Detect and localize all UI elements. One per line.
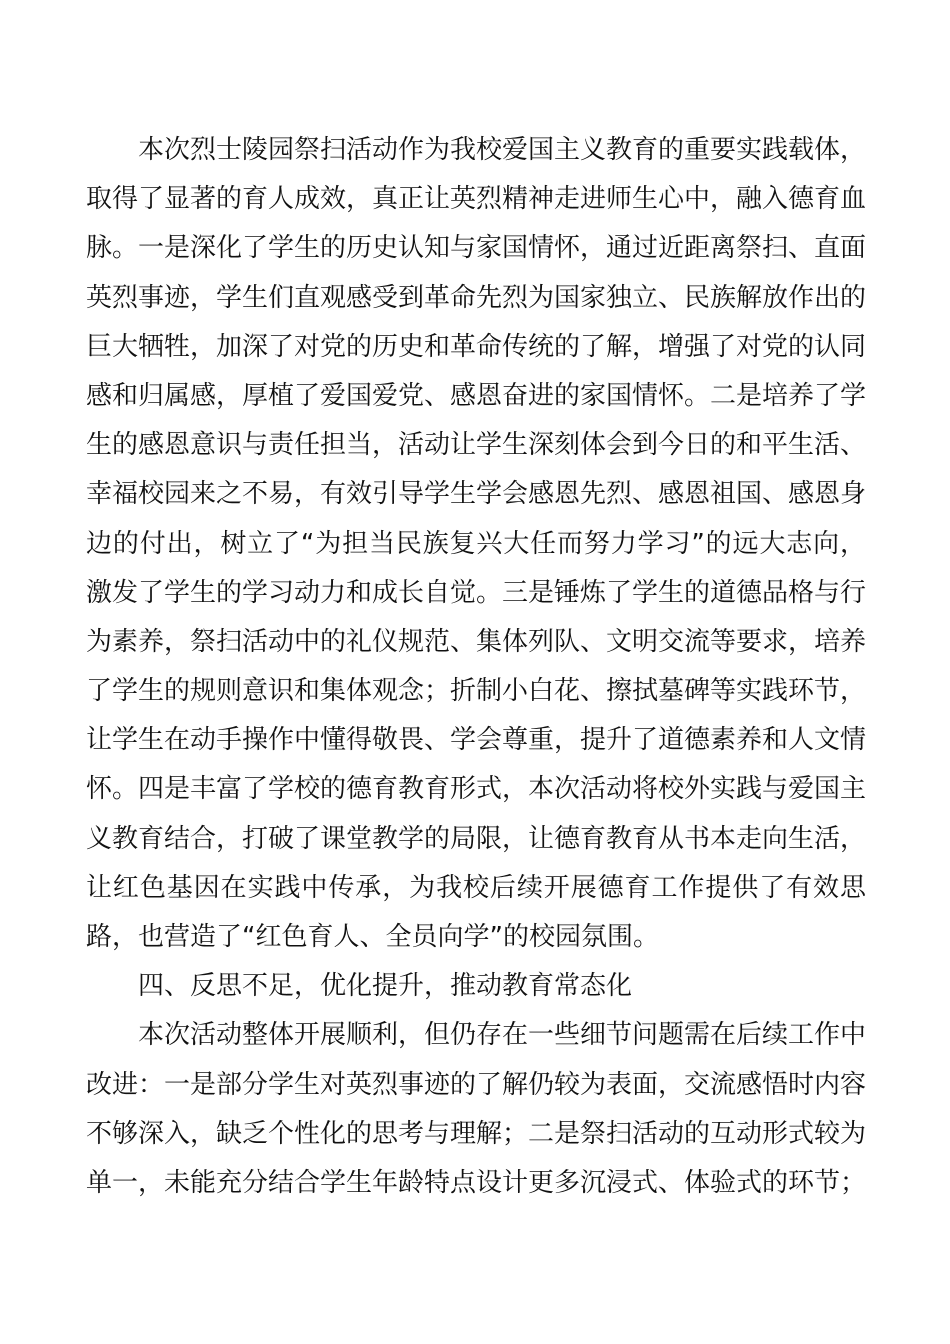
paragraph-line: 不够深入，缺乏个性化的思考与理解；二是祭扫活动的互动形式较为 (86, 1118, 867, 1149)
paragraph-line: 路，也营造了“红色育人、全员向学”的校园氛围。 (86, 922, 659, 952)
paragraph-line: 巨大牺牲，加深了对党的历史和革命传统的了解，增强了对党的认同 (86, 331, 867, 362)
paragraph-line: 了学生的规则意识和集体观念；折制小白花、擦拭墓碑等实践环节， (86, 676, 867, 707)
paragraph-line: 脉。一是深化了学生的历史认知与家国情怀，通过近距离祭扫、直面 (86, 233, 867, 264)
paragraph-line: 让红色基因在实践中传承，为我校后续开展德育工作提供了有效思 (86, 872, 866, 903)
paragraph-line: 感和归属感，厚植了爱国爱党、感恩奋进的家国情怀。二是培养了学 (86, 380, 867, 411)
paragraph-line: 改进：一是部分学生对英烈事迹的了解仍较为表面，交流感悟时内容 (86, 1069, 867, 1100)
paragraph-line: 本次活动整体开展顺利，但仍存在一些细节问题需在后续工作中 (138, 1020, 867, 1051)
section-heading: 四、反思不足，优化提升，推动教育常态化 (138, 971, 633, 1002)
paragraph-line: 义教育结合，打破了课堂教学的局限，让德育教育从书本走向生活， (86, 823, 867, 854)
paragraph-line: 单一，未能充分结合学生年龄特点设计更多沉浸式、体验式的环节； (86, 1167, 867, 1198)
paragraph-line: 生的感恩意识与责任担当，活动让学生深刻体会到今日的和平生活、 (86, 430, 867, 461)
paragraph-line: 激发了学生的学习动力和成长自觉。三是锤炼了学生的道德品格与行 (86, 577, 867, 608)
paragraph-line: 幸福校园来之不易，有效引导学生学会感恩先烈、感恩祖国、感恩身 (86, 479, 867, 510)
paragraph-line: 怀。四是丰富了学校的德育教育形式，本次活动将校外实践与爱国主 (86, 774, 867, 805)
document-body (86, 126, 866, 1208)
paragraph-reflection (86, 1011, 866, 1208)
paragraph-line: 取得了显著的育人成效，真正让英烈精神走进师生心中，融入德育血 (86, 184, 867, 215)
paragraph-line: 边的付出，树立了“为担当民族复兴大任而努力学习”的远大志向， (86, 528, 866, 559)
paragraph-outcomes (86, 126, 866, 962)
paragraph-line: 本次烈士陵园祭扫活动作为我校爱国主义教育的重要实践载体， (138, 135, 867, 165)
paragraph-line: 英烈事迹，学生们直观感受到革命先烈为国家独立、民族解放作出的 (86, 282, 867, 313)
paragraph-line: 为素养，祭扫活动中的礼仪规范、集体列队、文明交流等要求，培养 (86, 626, 867, 657)
paragraph-line: 让学生在动手操作中懂得敬畏、学会尊重，提升了道德素养和人文情 (86, 725, 867, 756)
